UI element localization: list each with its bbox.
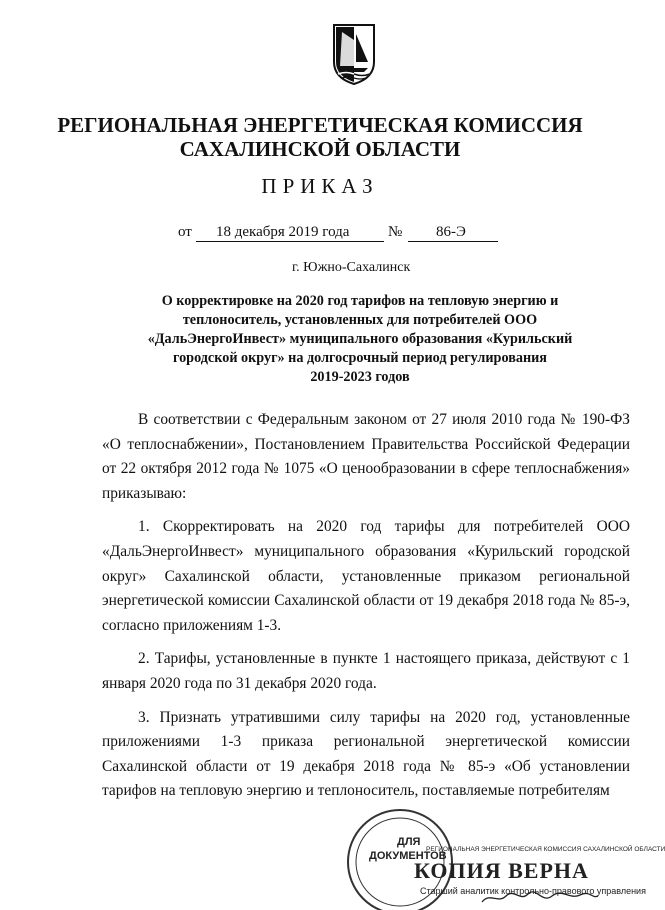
order-number: 86-Э [436, 224, 466, 240]
order-subject [100, 292, 620, 387]
item-2-paragraph: 2. Тарифы, установленные в пункте 1 настоящего приказа, действуют с 1 января 2020 года по 31 декабря 2020 года. [102, 650, 630, 692]
copy-stamp-position: Старший аналитик контрольно-правового управления [420, 886, 646, 896]
number-sign: № [388, 224, 403, 240]
copy-certification-stamp [414, 846, 665, 906]
date-underline [196, 241, 384, 242]
subject-line: городской округ» на долгосрочный период регулирования [173, 350, 547, 366]
signature-scribble [480, 890, 600, 906]
order-date: 18 декабря 2019 года [216, 224, 350, 240]
order-body [102, 408, 630, 813]
subject-line: теплоноситель, установленных для потребителей ООО [182, 312, 538, 328]
organization-name-line2: САХАЛИНСКОЙ ОБЛАСТИ [179, 137, 461, 161]
number-underline [408, 241, 498, 242]
subject-line: 2019-2023 годов [310, 369, 410, 385]
copy-stamp-label: КОПИЯ ВЕРНА [414, 858, 589, 883]
round-stamp-label-bottom: ДОКУМЕНТОВ [369, 850, 447, 862]
subject-line: «ДальЭнергоИнвест» муниципального образования «Курильский [147, 331, 573, 347]
issue-city: г. Южно-Сахалинск [292, 260, 411, 275]
item-1-paragraph: 1. Скорректировать на 2020 год тарифы для потребителей ООО «ДальЭнергоИнвест» муниципального образования «Курильский городской округ» Сахалинской области, установленные приказом региональной энергетической комиссии Сахалинской области от 19 декабря 2018 года № 85-э, согласно приложениям 1-3. [102, 518, 630, 634]
organization-name-line1: РЕГИОНАЛЬНАЯ ЭНЕРГЕТИЧЕСКАЯ КОМИССИЯ [57, 113, 583, 137]
document-type-title: ПРИКАЗ [261, 174, 379, 198]
coat-of-arms-emblem [330, 22, 378, 86]
round-stamp-label-top: ДЛЯ [397, 836, 421, 848]
preamble-paragraph: В соответствии с Федеральным законом от 27 июля 2010 года № 190-ФЗ «О теплоснабжении», Постановлением Правительства Российской Федерации от 22 октября 2012 года № 1075 «О ценообразовании в сфере теплоснабжения» приказываю: [102, 411, 630, 502]
item-3-paragraph: 3. Признать утратившими силу тарифы на 2020 год, установленные приложениями 1-3 приказа региональной энергетической комиссии Сахалинской области от 19 декабря 2018 года № 85-э «Об установлении тарифов на тепловую энергию и теплоноситель, поставляемые потребителям [102, 708, 630, 800]
copy-stamp-organization: РЕГИОНАЛЬНАЯ ЭНЕРГЕТИЧЕСКАЯ КОМИССИЯ САХАЛИНСКОЙ ОБЛАСТИ [426, 846, 665, 853]
date-prefix: от [178, 224, 192, 240]
subject-line: О корректировке на 2020 год тарифов на тепловую энергию и [161, 293, 559, 309]
